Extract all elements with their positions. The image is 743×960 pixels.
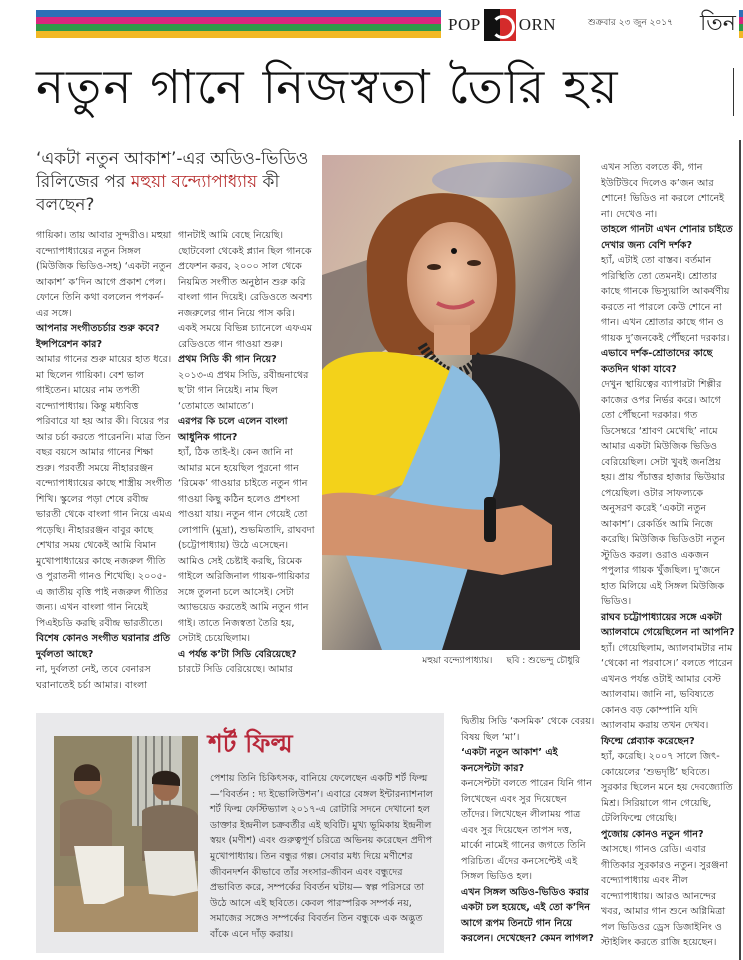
color-bar-blue <box>739 10 743 17</box>
color-bar-green <box>739 24 743 31</box>
logo-mark-icon <box>484 9 516 41</box>
portrait-image <box>322 155 580 650</box>
interview-question: তাহলে গানটা এখন শোনার চাইতে দেখার জন্য বেশি দর্শক? <box>601 224 733 251</box>
logo-text-left: POP <box>448 15 481 34</box>
divider <box>733 68 734 116</box>
interview-answer: হ্যাঁ, ঠিক তাই-ই। কেন জানি না আমার মনে হয়েছিল পুরনো গান ‘রিমেক’ গাওয়ার চাইতে নতুন গান গাওয়া কিছু কঠিন হলেও প্রশংসা পাওয়া যায়। নতুন গান গেয়েই তো লোপাদি (মুদ্রা), শুভমিতাদি, রাঘবদা (চট্টোপাধ্যায়) উঠে এসেছেন। আমিও সেই চেষ্টাই করছি, রিমেক গাইলে অরিজিনাল গায়ক-গায়িকার সঙ্গে তুলনা চলে আসেই। সেটা অ্যাভয়েড করতেই আমি নতুন গান গাই। তাতে নিজস্বতা তৈরি হয়, সেটাই চেয়েছিলাম। <box>178 447 315 644</box>
interview-question: ‘একটা নতুন আকাশ’ এই কনসেপ্টটা কার? <box>461 747 558 774</box>
subhead-text: ‘একটা নতুন আকাশ’-এর অডিও-ভিডিও রিলিজের পর <box>36 149 309 192</box>
interview-question: বিশেষ কোনও সংগীত ঘরানার প্রতি দুর্বলতা আছে? <box>36 633 171 660</box>
interview-answer: কনসেপ্টটা বলতে পারেন যিনি গান লিখেছেন এবং সুর দিয়েছেন তাঁদের। লিখেছেন লীলাময় পাত্র এবং সুর দিয়েছেন তাপস দত্ত, মার্কো নামেই গানের জগতে তিনি পরিচিত। এঁদের কনসেপ্টেই এই সিঙ্গল ভিডিও হল। <box>461 778 592 882</box>
interview-answer: আসছে। গানও রেডি। এবার গীতিকার সুরকারও নতুন। সুরঞ্জনা বন্দ্যোপাধ্যায় এবং নীল বন্দ্যোপাধ্যায়। আরও আনন্দের খবর, আমার গান শুনে অগ্নিমিত্রা পল ভিডিওর ড্রেস ডিজাইনিং ও স্টাইলিং করতে রাজি হয়েছেন। <box>601 844 728 948</box>
interview-question: এ পর্যন্ত ক’টা সিডি বেরিয়েছে? <box>178 648 297 660</box>
interview-answer: না, দুর্বলতা নেই, তবে বেনারস ঘরানাতেই চর্চা আমার। বাংলা <box>36 664 151 691</box>
dateline: শুক্রবার ২৩ জুন ২০১৭ <box>588 18 673 28</box>
interview-question: এখন সিঙ্গল অডিও-ভিডিও করার একটা চল হয়েছে, এই তো ক’দিন আগে রূপম তিনটে গান নিয়ে করলেন। দেখেছেন? কেমন লাগল? <box>461 886 594 944</box>
color-bar-magenta <box>739 17 743 24</box>
interview-answer: চারটে সিডি বেরিয়েছে। আমার <box>178 664 293 675</box>
page-number: তিন <box>700 11 736 36</box>
interview-question: এভাবে দর্শক-শ্রোতাদের কাছে কতদিন থাকা যাবে? <box>601 348 713 375</box>
interview-question: ফিল্মে প্লেব্যাক করেছেন? <box>601 735 695 747</box>
subheadline <box>36 148 316 217</box>
interview-question: আপনার সংগীতচর্চার শুরু কবে? ইন্সপিরেশন কার? <box>36 323 160 350</box>
color-bar-magenta <box>36 17 441 24</box>
article-column-4 <box>461 714 595 947</box>
interview-answer: এখন সত্যি বলতে কী, গান ইউটিউবে দিলেও ক’জন আর শোনে! ভিডিও না করলে শোনেই না। দেখেও না। <box>601 162 725 220</box>
interview-answer: হ্যাঁ, করেছি। ২০০৭ সালে জিৎ-কোয়েলের ‘শুভদৃষ্টি’ ছবিতে। সুরকার ছিলেন মনে হয় দেবজ্যোতি মিশ্র। সিরিয়ালে গান গেয়েছি, টেলিফিল্মে গেয়েছি। <box>601 751 733 824</box>
interview-answer: হ্যাঁ। গেয়েছিলাম, অ্যালবামটার নাম ‘থেকো না পরবাসে।’ বলতে পারেন এখনও পর্যন্ত ওটাই আমার বেস্ট অ্যালবাম। জানি না, ভবিষ্যতে কোনও বড় কোম্পানি যদি অ্যালবাম করায় তখন দেখব। <box>601 642 733 731</box>
color-bars <box>36 10 441 38</box>
short-film-text: পেশায় তিনি চিকিৎসক, বানিয়ে ফেলেছেন একটি শর্ট ফিল্ম—‘বিবর্তন : দ্য ইভোলিউশন’। এবারে বেঙ্গল ইন্টারন্যাশনাল শর্ট ফিল্ম ফেস্টিভ্যাল ২০১৭-এ রোটারি সদনে দেখানো হল ডাক্তার ইন্দ্রনীল চক্রবর্তীর এই ছবিটি। মুখ্য ভূমিকায় ইন্দ্রনীল স্বয়ং (মণীশ) এবং গুরুত্বপূর্ণ চরিত্রে অভিনয় করেছেন প্রদীপ মুখোপাধ্যায়। তিন বন্ধুর গল্প। সেবার মধ্য দিয়ে মণীশের জীবনদর্শন কীভাবে তাঁর সংসার-জীবন এবং বন্ধুদের প্রভাবিত করে, সম্পর্কের বিবর্তন ঘটায়— স্বল্প পরিসরে তা উঠে আসে এই ছবিতে। কেবল পারস্পরিক সম্পর্ক নয়, সমাজের সঙ্গেও সম্পর্কের বিবর্তন তিন বন্ধুকে এক অদ্ভুত বাঁকে এনে দাঁড় করায়। <box>210 773 433 940</box>
headline: নতুন গানে নিজস্বতা তৈরি হয় <box>36 60 620 115</box>
interview-question: এরপর কি চলে এলেন বাংলা আধুনিক গানে? <box>178 416 288 443</box>
interview-question: প্রথম সিডি কী গান নিয়ে? <box>178 354 277 365</box>
color-bar-green <box>36 24 441 31</box>
color-bar-yellow <box>739 31 743 38</box>
subhead-name: মহুয়া বন্দ্যোপাধ্যায় <box>130 172 258 192</box>
film-still-image <box>54 736 198 932</box>
interview-question: রাঘব চট্টোপাধ্যায়ের সঙ্গে একটা অ্যালবামে গেয়েছিলেন না আপনি? <box>601 611 735 638</box>
interview-answer: গায়িকা। তায় আবার সুন্দরীও। মহুয়া বন্দ্যোপাধ্যায়ের নতুন সিঙ্গল (মিউজিক ভিডিও-সহ) ‘একটা নতুন আকাশ’ ক’দিন আগে প্রকাশ পেল। ফোনে তিনি কথা বললেন পপকর্ন-এর সঙ্গে। <box>36 230 172 319</box>
color-bars-right <box>739 10 743 38</box>
interview-answer: গানটাই আমি বেছে নিয়েছি। ছোটবেলা থেকেই প্ল্যান ছিল গানকে প্রফেশন করব, ২০০০ সাল থেকে নিয়মিত সংগীত অনুষ্ঠান শুরু করি বাংলা গান দিয়েই। রেডিওতে অবশ্য নজরুলের গান নিয়ে পাস করি। একই সময়ে বিভিন্ন চ্যানেলে এফএম রেডিওতে গান গাওয়া শুরু। <box>178 230 313 350</box>
interview-answer: দ্বিতীয় সিডি ‘কসমিক’ থেকে বেরয়। বিষয় ছিল ‘মা’। <box>461 716 595 743</box>
logo-text-right: ORN <box>518 15 557 34</box>
column-divider <box>739 140 741 960</box>
interview-answer: দেখুন স্থায়িত্বের ব্যাপারটা শিল্পীর কাজের ওপর নির্ভর করে। আগে তো পৌঁছনো দরকার। গত ডিসেম্বরে ‘শ্রাবণ মেখেছি’ নামে আমার একটা মিউজিক ভিডিও বেরিয়েছিল। সেটা খুবই জনপ্রিয় হয়। প্রায় পঁচাত্তর হাজার ভিউয়ার পেয়েছিল। ওটার সাফল্যকে অনুসরণ করেই ‘একটা নতুন আকাশ’। রেকর্ডিং আমি নিজে করেছি। মিউজিক ভিডিওটা নতুন স্টুডিও করল। ওরাও একজন পপুলার গায়ক খুঁজছিল। দু’জনে হাত মিলিয়ে এই সিঙ্গল মিউজিক ভিডিও। <box>601 379 726 607</box>
interview-answer: ২০১৩-এ প্রথম সিডি, রবীন্দ্রনাথের ছ’টা গান নিয়েই। নাম ছিল ‘তোমাতে আমাতে’। <box>178 369 309 412</box>
subhead-text-end: কী বলছেন? <box>36 172 280 215</box>
short-film-title: শর্ট ফিল্ম <box>208 729 293 758</box>
caption-credit: ছবি : শুভেন্দু চৌধুরি <box>506 656 580 666</box>
color-bar-yellow <box>36 31 441 38</box>
article-column-2 <box>178 228 316 678</box>
popcorn-logo <box>448 8 556 42</box>
caption-name: মহুয়া বন্দ্যোপাধ্যায়। <box>422 656 493 666</box>
portrait-photo <box>322 155 580 650</box>
color-bar-blue <box>36 10 441 17</box>
interview-answer: আমার গানের শুরু মায়ের হাত ধরে। মা ছিলেন গায়িকা। বেশ ভাল গাইতেন। মায়ের নাম তপতী বন্দ্যোপাধ্যায়। কিন্তু মধ্যবিত্ত পরিবারে যা হয় আর কী। বিয়ের পর আর চর্চা করতে পারেননি। মাত্র তিন বছর বয়সে আমার গানের শিক্ষা শুরু। পরবর্তী সময়ে নীহাররঞ্জন বন্দ্যোপাধ্যায়ের কাছে শাস্ত্রীয় সংগীত শিখি। স্কুলের পড়া শেষে রবীন্দ্র ভারতী থেকে বাংলা গান নিয়ে এমএ পড়েছি। নীহাররঞ্জন বাবুর কাছে শেখার সময় থেকেই আমি বিমান মুখোপাধ্যায়ের কাছে নজরুল গীতি ও পুরাতনী গানও শিখেছি। ২০০৫-এ জাতীয় বৃত্তি পাই নজরুল গীতির জন্য। এখন বাংলা গান নিয়েই পিএইচডি করছি রবীন্দ্র ভারতীতে। <box>36 354 172 629</box>
short-film-photo <box>54 736 198 932</box>
article-column-3 <box>601 160 735 951</box>
article-column-1 <box>36 228 172 693</box>
photo-caption <box>322 653 580 668</box>
interview-question: পুজোয় কোনও নতুন গান? <box>601 828 704 840</box>
interview-answer: হ্যাঁ, এটাই তো বাস্তব। বর্তমান পরিস্থিতি তো তেমনই। শ্রোতার কাছে গানকে ভিস্যুয়ালি আকর্ষণীয় করতে না পারলে কেউ শোনে না গান। এখন শ্রোতার কাছে গান ও গায়ক দু’জনকেই পৌঁছনো দরকার। <box>601 255 730 344</box>
